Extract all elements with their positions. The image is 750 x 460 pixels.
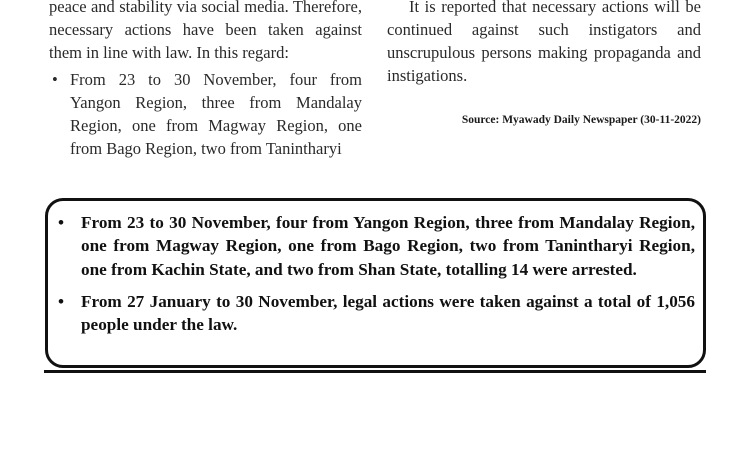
highlight-box	[45, 198, 706, 368]
left-article-column	[49, 0, 362, 160]
right-article-column	[387, 0, 701, 87]
highlight-bullet-list	[58, 211, 695, 345]
left-bullet-item	[52, 68, 362, 160]
right-paragraph: It is reported that necessary actions will be continued against such instigators and unscrupulous persons making propaganda and instigations.	[387, 0, 701, 85]
highlight-bullet-item	[58, 290, 695, 337]
highlight-bullet-text: From 23 to 30 November, four from Yangon Region, three from Mandalay Region, one from Magway Region, one from Bago Region, two from Tanintharyi Region, one from Kachin State, and two from Shan State, totalling 14 were arrested.	[81, 213, 695, 279]
bullet-icon: •	[58, 213, 65, 232]
bullet-icon: •	[58, 291, 65, 311]
left-bullet-list	[49, 68, 362, 160]
left-paragraph: peace and stability via social media. Therefore, necessary actions have been taken against them in line with law. In this regard:	[49, 0, 362, 62]
source-citation: Source: Myawady Daily Newspaper (30-11-2022)	[461, 114, 701, 126]
highlight-bullet-item	[58, 211, 695, 281]
left-bullet-text: From 23 to 30 November, four from Yangon Region, three from Mandalay Region, one from Magway Region, one from Bago Region, two from Tanintharyi	[70, 70, 362, 158]
highlight-bullet-text: From 27 January to 30 November, legal actions were taken against a total of 1,056 people under the law.	[81, 291, 695, 335]
bullet-icon: •	[52, 70, 58, 89]
section-divider	[44, 370, 706, 373]
